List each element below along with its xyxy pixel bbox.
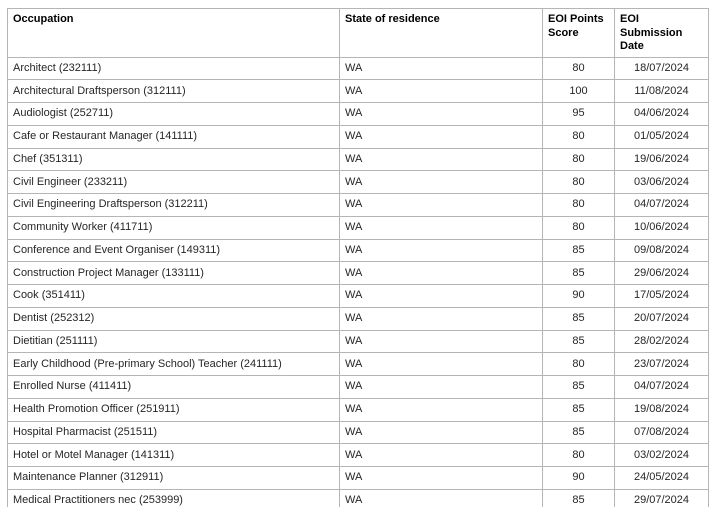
- cell-state: WA: [340, 376, 543, 399]
- cell-occupation: Architectural Draftsperson (312111): [8, 80, 340, 103]
- cell-points: 80: [543, 353, 615, 376]
- cell-points: 90: [543, 467, 615, 490]
- col-header-occupation: Occupation: [8, 9, 340, 58]
- table-row: [8, 57, 709, 80]
- cell-occupation: Dentist (252312): [8, 307, 340, 330]
- cell-points: 85: [543, 239, 615, 262]
- cell-occupation: Community Worker (411711): [8, 216, 340, 239]
- cell-occupation: Hotel or Motel Manager (141311): [8, 444, 340, 467]
- cell-points: 80: [543, 444, 615, 467]
- cell-date: 11/08/2024: [615, 80, 709, 103]
- cell-date: 23/07/2024: [615, 353, 709, 376]
- cell-date: 28/02/2024: [615, 330, 709, 353]
- cell-state: WA: [340, 171, 543, 194]
- cell-occupation: Hospital Pharmacist (251511): [8, 421, 340, 444]
- cell-date: 29/06/2024: [615, 262, 709, 285]
- cell-points: 80: [543, 216, 615, 239]
- cell-points: 85: [543, 489, 615, 507]
- cell-occupation: Early Childhood (Pre-primary School) Teacher (241111): [8, 353, 340, 376]
- col-header-points: EOI Points Score: [543, 9, 615, 58]
- table-row: [8, 125, 709, 148]
- cell-state: WA: [340, 103, 543, 126]
- cell-date: 19/06/2024: [615, 148, 709, 171]
- cell-occupation: Enrolled Nurse (411411): [8, 376, 340, 399]
- eoi-invitations-table: [7, 8, 709, 507]
- table-body: [8, 57, 709, 507]
- cell-state: WA: [340, 125, 543, 148]
- cell-state: WA: [340, 353, 543, 376]
- table-row: [8, 239, 709, 262]
- cell-occupation: Maintenance Planner (312911): [8, 467, 340, 490]
- cell-points: 95: [543, 103, 615, 126]
- table-row: [8, 398, 709, 421]
- cell-date: 17/05/2024: [615, 285, 709, 308]
- cell-points: 80: [543, 125, 615, 148]
- cell-date: 29/07/2024: [615, 489, 709, 507]
- cell-points: 100: [543, 80, 615, 103]
- cell-state: WA: [340, 80, 543, 103]
- cell-points: 85: [543, 398, 615, 421]
- cell-date: 04/06/2024: [615, 103, 709, 126]
- table-row: [8, 330, 709, 353]
- cell-date: 18/07/2024: [615, 57, 709, 80]
- cell-points: 85: [543, 376, 615, 399]
- cell-date: 04/07/2024: [615, 376, 709, 399]
- cell-date: 03/06/2024: [615, 171, 709, 194]
- cell-points: 80: [543, 148, 615, 171]
- col-header-state: State of residence: [340, 9, 543, 58]
- cell-state: WA: [340, 489, 543, 507]
- table-row: [8, 467, 709, 490]
- cell-occupation: Construction Project Manager (133111): [8, 262, 340, 285]
- col-header-date: EOI Submission Date: [615, 9, 709, 58]
- cell-state: WA: [340, 216, 543, 239]
- cell-occupation: Civil Engineering Draftsperson (312211): [8, 194, 340, 217]
- cell-occupation: Cook (351411): [8, 285, 340, 308]
- cell-state: WA: [340, 398, 543, 421]
- cell-state: WA: [340, 467, 543, 490]
- table-row: [8, 421, 709, 444]
- cell-state: WA: [340, 194, 543, 217]
- table-row: [8, 262, 709, 285]
- cell-date: 07/08/2024: [615, 421, 709, 444]
- table-row: [8, 353, 709, 376]
- cell-state: WA: [340, 262, 543, 285]
- cell-occupation: Conference and Event Organiser (149311): [8, 239, 340, 262]
- cell-state: WA: [340, 148, 543, 171]
- cell-points: 85: [543, 262, 615, 285]
- cell-occupation: Civil Engineer (233211): [8, 171, 340, 194]
- cell-occupation: Chef (351311): [8, 148, 340, 171]
- table-row: [8, 376, 709, 399]
- table-row: [8, 216, 709, 239]
- cell-state: WA: [340, 330, 543, 353]
- cell-date: 19/08/2024: [615, 398, 709, 421]
- cell-state: WA: [340, 57, 543, 80]
- cell-points: 90: [543, 285, 615, 308]
- cell-state: WA: [340, 421, 543, 444]
- cell-occupation: Dietitian (251111): [8, 330, 340, 353]
- table-row: [8, 444, 709, 467]
- cell-date: 03/02/2024: [615, 444, 709, 467]
- cell-date: 04/07/2024: [615, 194, 709, 217]
- cell-state: WA: [340, 444, 543, 467]
- table-row: [8, 80, 709, 103]
- cell-points: 80: [543, 171, 615, 194]
- table-row: [8, 171, 709, 194]
- header-row: [8, 9, 709, 58]
- table-row: [8, 103, 709, 126]
- cell-state: WA: [340, 239, 543, 262]
- table-row: [8, 194, 709, 217]
- cell-date: 09/08/2024: [615, 239, 709, 262]
- cell-state: WA: [340, 285, 543, 308]
- cell-occupation: Architect (232111): [8, 57, 340, 80]
- table-row: [8, 489, 709, 507]
- table-row: [8, 148, 709, 171]
- cell-date: 24/05/2024: [615, 467, 709, 490]
- cell-points: 80: [543, 57, 615, 80]
- cell-occupation: Health Promotion Officer (251911): [8, 398, 340, 421]
- cell-date: 20/07/2024: [615, 307, 709, 330]
- cell-occupation: Audiologist (252711): [8, 103, 340, 126]
- cell-points: 85: [543, 330, 615, 353]
- table-row: [8, 307, 709, 330]
- cell-occupation: Medical Practitioners nec (253999): [8, 489, 340, 507]
- cell-occupation: Cafe or Restaurant Manager (141111): [8, 125, 340, 148]
- cell-points: 85: [543, 421, 615, 444]
- cell-date: 10/06/2024: [615, 216, 709, 239]
- table-row: [8, 285, 709, 308]
- cell-state: WA: [340, 307, 543, 330]
- cell-points: 80: [543, 194, 615, 217]
- cell-points: 85: [543, 307, 615, 330]
- cell-date: 01/05/2024: [615, 125, 709, 148]
